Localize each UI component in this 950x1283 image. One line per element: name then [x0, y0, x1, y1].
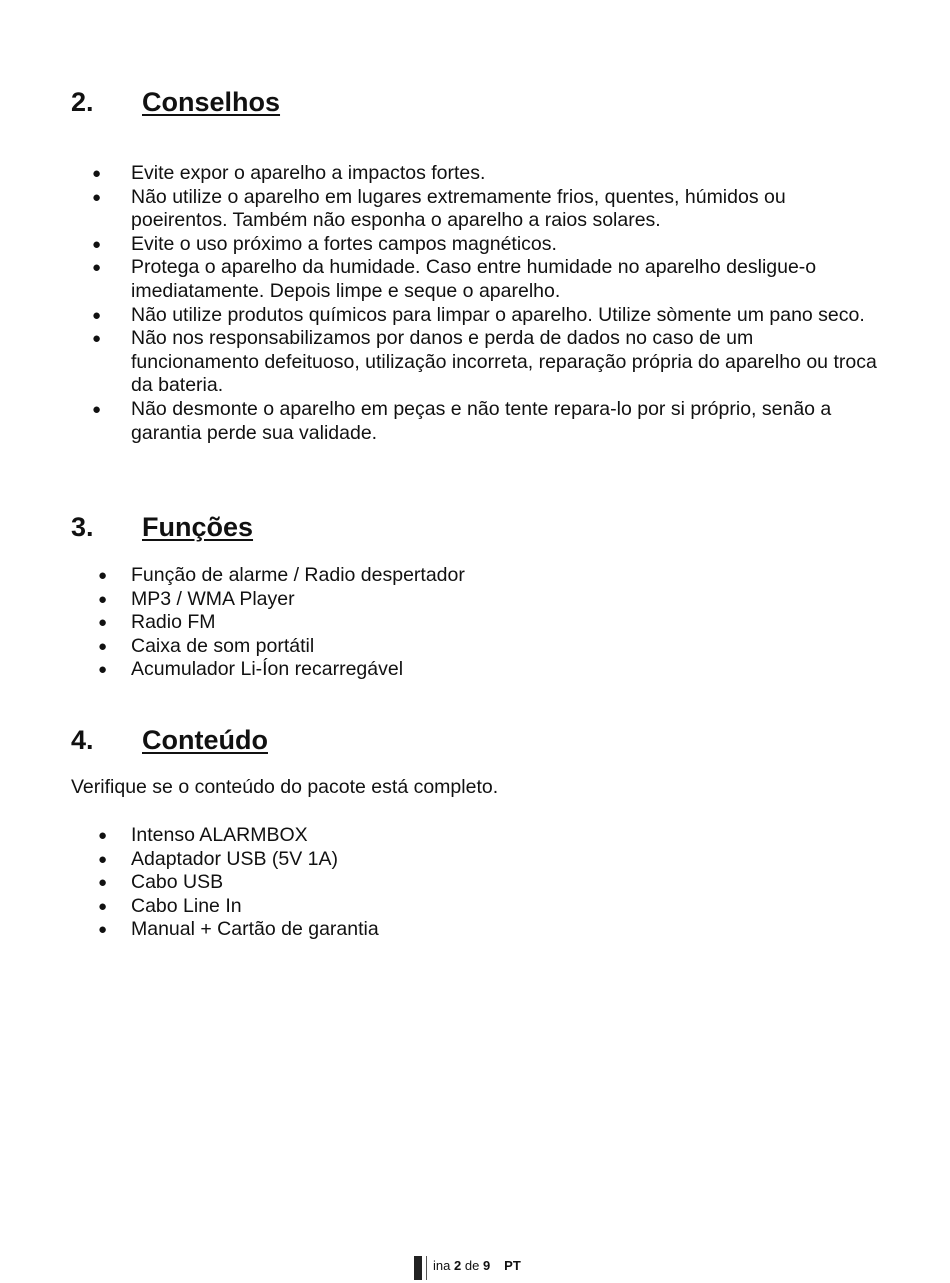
bullet-icon: ● [92, 306, 102, 324]
list-item [0, 233, 880, 257]
bullet-icon: ● [92, 330, 102, 348]
list-item [0, 848, 880, 872]
bullet-icon: ● [98, 850, 108, 868]
list-item [0, 304, 880, 328]
list-item-text: Não utilize o aparelho em lugares extremamente frios, quentes, húmidos ou poeirentos. Também não esponha o aparelho a raios solares. [131, 185, 786, 232]
list-item-text: Evite o uso próximo a fortes campos magnéticos. [131, 232, 557, 255]
page-indicator [433, 1256, 490, 1276]
list-item-text: Não utilize produtos químicos para limpar o aparelho. Utilize sòmente um pano seco. [131, 303, 865, 326]
funcoes-list [0, 564, 880, 682]
bullet-icon: ● [92, 165, 102, 182]
bullet-icon: ● [92, 188, 102, 206]
section-heading-conselhos [71, 86, 280, 118]
list-item-text: Adaptador USB (5V 1A) [131, 847, 339, 870]
section-title: Funções [142, 512, 254, 542]
section-title: Conselhos [142, 87, 281, 117]
section-heading-funcoes [71, 511, 253, 543]
bullet-icon: ● [92, 259, 102, 277]
language-code: PT [504, 1258, 521, 1273]
bullet-icon: ● [98, 921, 108, 939]
list-item [0, 327, 880, 398]
list-item-text: Cabo Line In [131, 894, 242, 917]
list-item [0, 658, 880, 682]
list-item [0, 895, 880, 919]
list-item-text: Função de alarme / Radio despertador [131, 564, 465, 586]
page-prefix: ina [433, 1258, 451, 1273]
bullet-icon: ● [92, 235, 102, 253]
page-footer [414, 1256, 521, 1282]
section-number: 2. [71, 87, 94, 117]
list-item [0, 162, 880, 186]
list-item [0, 564, 880, 588]
bullet-icon: ● [98, 661, 108, 679]
footer-marker-icon [414, 1256, 422, 1280]
list-item-text: Intenso ALARMBOX [131, 824, 308, 846]
page-current: 2 [453, 1258, 462, 1273]
section-number: 3. [71, 512, 94, 542]
bullet-icon: ● [98, 567, 108, 584]
list-item [0, 588, 880, 612]
list-item-text: Radio FM [131, 611, 216, 634]
bullet-icon: ● [98, 590, 108, 608]
list-item [0, 186, 880, 233]
section-number: 4. [71, 725, 94, 755]
list-item [0, 918, 880, 942]
bullet-icon: ● [98, 897, 108, 915]
conteudo-intro: Verifique se o conteúdo do pacote está completo. [71, 776, 499, 798]
bullet-icon: ● [92, 400, 102, 418]
bullet-icon: ● [98, 874, 108, 892]
list-item-text: Protega o aparelho da humidade. Caso entre humidade no aparelho desligue-o imediatamente. Depois limpe e seque o aparelho. [131, 256, 817, 302]
conselhos-list [0, 162, 880, 445]
bullet-icon: ● [98, 614, 108, 632]
list-item [0, 611, 880, 635]
page-total: 9 [482, 1258, 491, 1273]
bullet-icon: ● [98, 637, 108, 655]
list-item-text: Caixa de som portátil [131, 634, 315, 657]
list-item-text: Evite expor o aparelho a impactos fortes. [131, 162, 486, 184]
list-item-text: Não nos responsabilizamos por danos e perda de dados no caso de um funcionamento defeituoso, utilização incorreta, reparação própria do aparelho ou troca da bateria. [131, 327, 877, 397]
section-title: Conteúdo [142, 725, 268, 755]
conteudo-list [0, 824, 880, 942]
list-item-text: Acumulador Li-Íon recarregável [131, 658, 404, 681]
footer-divider [426, 1256, 427, 1280]
list-item-text: Não desmonte o aparelho em peças e não tente repara-lo por si próprio, senão a garantia perde sua validade. [131, 397, 832, 444]
list-item [0, 256, 880, 303]
list-item [0, 824, 880, 848]
list-item-text: Manual + Cartão de garantia [131, 918, 379, 941]
bullet-icon: ● [98, 827, 108, 844]
list-item-text: MP3 / WMA Player [131, 587, 295, 610]
list-item [0, 398, 880, 445]
section-heading-conteudo [71, 724, 268, 756]
page-of: de [464, 1258, 480, 1273]
list-item [0, 635, 880, 659]
list-item [0, 871, 880, 895]
list-item-text: Cabo USB [131, 871, 224, 894]
